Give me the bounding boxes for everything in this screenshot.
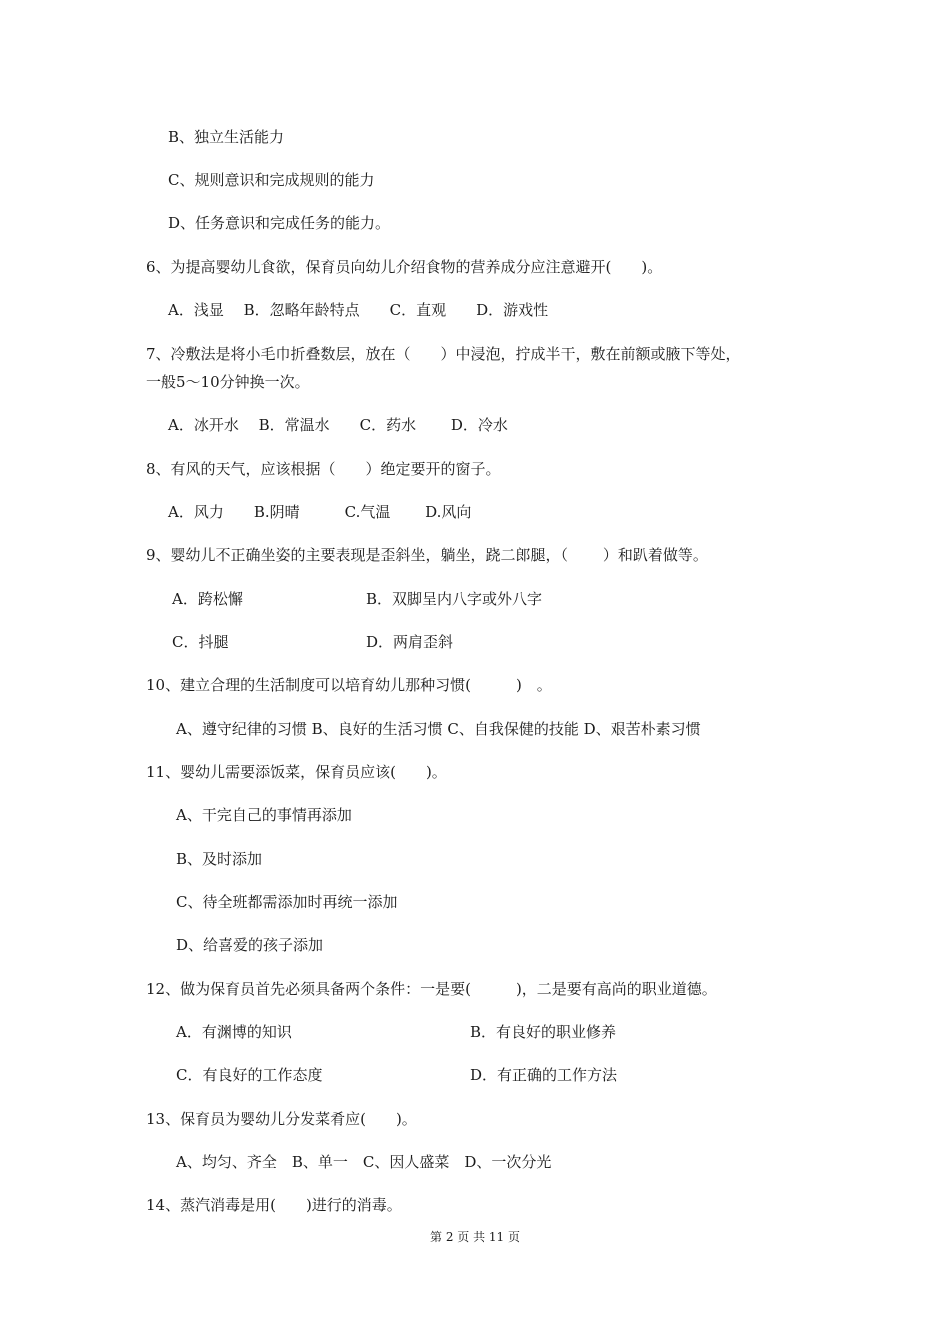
question-8-options: A．风力 B.阴晴 C.气温 D.风向 xyxy=(168,503,472,521)
question-13-options: A、均匀、齐全 B、单一 C、因人盛菜 D、一次分光 xyxy=(176,1153,552,1171)
question-6-options: A．浅显 B．忽略年龄特点 C．直观 D．游戏性 xyxy=(168,301,549,319)
question-13: 13、保育员为婴幼儿分发菜肴应( )。 xyxy=(146,1110,417,1128)
question-12-option-d: D．有正确的工作方法 xyxy=(470,1066,618,1084)
question-11-option-c: C、待全班都需添加时再统一添加 xyxy=(176,893,398,911)
question-11-option-d: D、给喜爱的孩子添加 xyxy=(176,936,324,954)
page-footer: 第 2 页 共 11 页 xyxy=(430,1230,520,1244)
question-11-option-b: B、及时添加 xyxy=(176,850,263,868)
question-12-option-a: A．有渊博的知识 xyxy=(176,1023,292,1041)
question-7-line-2: 一般5～10分钟换一次。 xyxy=(146,373,310,391)
question-11: 11、婴幼儿需要添饭菜，保育员应该( )。 xyxy=(146,763,447,781)
q5-option-d: D、任务意识和完成任务的能力。 xyxy=(168,214,391,232)
q5-option-c: C、规则意识和完成规则的能力 xyxy=(168,171,375,189)
question-9-option-c: C．抖腿 xyxy=(172,633,229,651)
question-9-option-d: D．两肩歪斜 xyxy=(366,633,454,651)
question-10: 10、建立合理的生活制度可以培育幼儿那种习惯( ) 。 xyxy=(146,676,552,694)
question-10-options: A、遵守纪律的习惯 B、良好的生活习惯 C、自我保健的技能 D、艰苦朴素习惯 xyxy=(176,720,701,738)
question-8: 8、有风的天气，应该根据（ ）绝定要开的窗子。 xyxy=(146,460,501,478)
question-9-option-b: B．双脚呈内八字或外八字 xyxy=(366,590,543,608)
question-7-options: A．冰开水 B．常温水 C．药水 D．冷水 xyxy=(168,416,508,434)
question-11-option-a: A、干完自己的事情再添加 xyxy=(176,806,352,824)
question-14: 14、蒸汽消毒是用( )进行的消毒。 xyxy=(146,1196,402,1214)
q5-option-b: B、独立生活能力 xyxy=(168,128,285,146)
question-12-option-b: B．有良好的职业修养 xyxy=(470,1023,617,1041)
question-6: 6、为提高婴幼儿食欲，保育员向幼儿介绍食物的营养成分应注意避开( )。 xyxy=(146,258,663,276)
question-12-option-c: C．有良好的工作态度 xyxy=(176,1066,323,1084)
question-12: 12、做为保育员首先必须具备两个条件：一是要( )，二是要有高尚的职业道德。 xyxy=(146,980,717,998)
question-7-line-1: 7、冷敷法是将小毛巾折叠数层，放在（ ）中浸泡，拧成半干，敷在前额或腋下等处， xyxy=(146,345,741,363)
question-9-option-a: A．跨松懈 xyxy=(172,590,243,608)
question-9: 9、婴幼儿不正确坐姿的主要表现是歪斜坐，躺坐，跷二郎腿，（ ）和趴着做等。 xyxy=(146,546,708,564)
